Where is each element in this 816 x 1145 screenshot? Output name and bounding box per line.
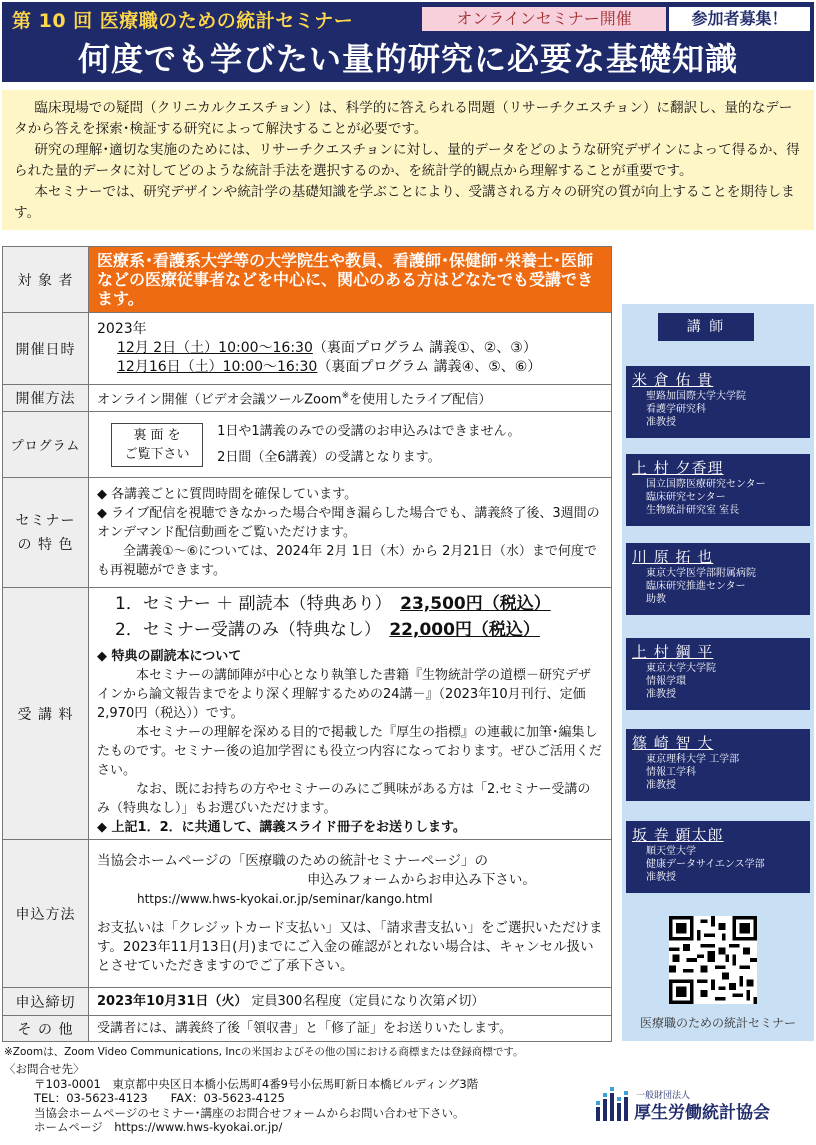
features-cell [89,478,612,588]
payment-text: お支払いは「クレジットカード支払い」又は、「請求書支払い」をご選択いただけます。2023年11月13日(月)までにご入金の確認がとれない場合は、キャンセル扱いとさせていただきますのでご了承下さい。 [97,919,603,974]
fee-option-2-price: 22,000円（税込） [389,619,540,640]
other-text: 受講者には、講義終了後「領収書」と「修了証」をお送りいたします。 [89,1016,612,1042]
lecturer-affiliation: 助教 [646,594,666,605]
lecturer-affiliation: 順天堂大学 [646,846,696,857]
common-note: ◆ 上記1．2．に共通して、講義スライド冊子をお送りします。 [97,819,466,835]
organization-type: 一般財団法人 [636,1091,691,1101]
dates-cell [89,313,612,385]
other-label: そ の 他 [3,1016,89,1042]
online-badge: オンラインセミナー開催 [422,7,666,31]
seminar-number: 第 10 回 医療職のための統計セミナー [12,10,354,32]
year-text: 2023年 [97,321,147,337]
target-label: 対 象 者 [3,247,89,313]
feature-item: ◆ 各講義ごとに質問時間を確保しています。 [97,487,358,503]
lecturer-affiliation: 臨床研究推進センター [646,581,746,592]
lecturer-affiliation: 東京理科大学 工学部 [646,754,740,765]
lecturer-card [626,638,810,710]
lecturer-name: 上 村 鋼 平 [632,643,714,661]
intro-paragraph: 臨床現場での疑問（クリニカルクエスチョン）は、科学的に答えられる問題（リサーチクエスチョン）に翻訳し、量的なデータから答えを探索･検証する研究によって解決することが必要です。 [14,100,793,137]
organization-name: 厚生労働統計協会 [634,1103,770,1123]
bonus-title: ◆ 特典の副読本について [97,648,242,664]
apply-url-link[interactable]: https://www.hws-kyokai.or.jp/seminar/kango.html [137,891,433,906]
lecturer-card [626,821,810,893]
method-label: 開催方法 [3,385,89,412]
contact-tel-fax: TEL：03-5623-4123 FAX：03-5623-4125 [34,1091,285,1105]
lecturer-affiliation: 生物統計研究室 室長 [646,505,740,516]
program-cell [89,412,612,478]
lecturer-affiliation: 准教授 [646,872,676,883]
lecturer-affiliation: 東京大学医学部附属病院 [646,568,756,579]
bonus-paragraph: なお、既にお持ちの方やセミナーのみにご興味がある方は「2.セミナー受講のみ（特典なし）」もお選びいただけます。 [97,781,591,816]
lecturer-card [626,729,810,801]
date-1-note: （裏面プログラム 講義①、②、③） [312,340,537,356]
lecturer-card [626,454,810,526]
lecturer-affiliation: 看護学研究科 [646,404,706,415]
recruit-badge: 参加者募集！ [669,7,810,31]
lecturer-affiliation: 情報工学科 [646,767,696,778]
zoom-trademark-note: ※Zoomは、Zoom Video Communications, Incの米国およびその他の国における商標または登録商標です。 [4,1046,524,1058]
method-text-after: を使用したライブ配信） [349,392,492,408]
deadline-label: 申込締切 [3,988,89,1016]
intro-box [2,90,814,230]
intro-paragraph: 研究の理解･適切な実施のためには、リサーチクエスチョンに対し、量的データをどのような研究デザインによって得るか、得られた量的データに対してどのような統計手法を選択するのか、を統計学的観点から理解することが重要です。 [14,142,800,179]
bonus-paragraph: 本セミナーの講師陣が中心となり執筆した書籍『生物統計学の道標－研究デザインから論文報告までをより深く理解するための24講－』（2023年10月刊行、定価2,970円（税込））です。 [97,667,592,721]
deadline-date: 2023年10月31日（火） [97,994,248,1010]
lecturer-card [626,543,810,615]
lecturer-affiliation: 健康データサイエンス学部 [646,859,765,870]
contact-address: 〒103-0001 東京都中央区日本橋小伝馬町4番9号小伝馬町新日本橋ビルディング3階 [34,1076,479,1091]
lecturer-affiliation: 情報学環 [646,676,686,687]
lecturer-affiliation: 国立国際医療研究センター [646,479,766,490]
fee-option-1-label: 1．セミナー ＋ 副読本（特典あり） [115,593,384,614]
lecturer-header: 講 師 [658,313,754,341]
see-back-box [111,423,203,467]
fee-option-2 [97,617,603,643]
lecturer-card [626,366,810,438]
lecturer-name: 米 倉 佑 貴 [632,371,714,389]
apply-cell [89,840,612,988]
deadline-cell [89,988,612,1016]
fee-label: 受 講 料 [3,588,89,840]
dates-label: 開催日時 [3,313,89,385]
target-text: 医療系･看護系大学等の大学院生や教員、看護師･保健師･栄養士･医師などの医療従事者などを中心に、関心のある方はどなたでも受講できます。 [89,247,612,313]
date-2-note: （裏面プログラム 講義④、⑤、⑥） [317,359,542,375]
deadline-text: 定員300名程度（定員になり次第〆切） [247,994,485,1010]
see-back-line2: ご覧下さい [124,446,190,462]
lecturer-name: 坂 巻 顕太郎 [632,826,724,844]
bonus-paragraph: 本セミナーの理解を深める目的で掲載した『厚生の指標』の連載に加筆･編集したものです。セミナー後の追加学習にも役立つ内容になっております。ぜひご活用ください。 [97,724,602,778]
date-1: 12月 2日（土）10:00～16:30 [117,340,313,356]
program-label: プログラム [3,412,89,478]
contact-title: 〈お問合せ先〉 [4,1062,85,1076]
header-banner [2,2,814,82]
lecturer-affiliation: 准教授 [646,689,676,700]
fee-option-1 [97,591,603,617]
lecturer-affiliation: 准教授 [646,780,676,791]
contact-form-note: 当協会ホームページのセミナー･講座のお問合せフォームからお問い合わせ下さい。 [34,1105,465,1120]
program-line1: 1日や1講義のみでの受講のお申込みはできません。 [217,423,521,439]
see-back-line1: 裏 面 を [133,427,181,443]
trademark-mark: ※ [341,391,350,401]
lecturer-name: 川 原 拓 也 [632,548,714,566]
lecturer-affiliation: 聖路加国際大学大学院 [646,391,746,402]
apply-label: 申込方法 [3,840,89,988]
page-title: 何度でも学びたい量的研究に必要な基礎知識 [77,40,738,78]
apply-line1: 当協会ホームページの「医療職のための統計セミナーページ」の [97,852,488,869]
qr-label: 医療職のための統計セミナー [639,1016,796,1030]
method-text: オンライン開催（ビデオ会議ツールZoom [97,392,342,408]
lecturer-affiliation: 准教授 [646,417,676,428]
lecturer-affiliation: 東京大学大学院 [646,663,716,674]
features-label: セミナー の 特 色 [3,478,89,588]
intro-paragraph: 本セミナーでは、研究デザインや統計学の基礎知識を学ぶことにより、受講される方々の研究の質が向上することを期待します。 [14,184,795,221]
lecturer-affiliation: 臨床研究センター [646,492,726,503]
feature-note: 全講義①～⑥については、2024年 2月 1日（木）から 2月21日（水）まで何度でも再視聴ができます。 [97,544,597,579]
lecturer-name: 上 村 夕香理 [632,459,724,477]
fee-cell [89,588,612,840]
fee-option-2-label: 2．セミナー受講のみ（特典なし） [115,619,373,640]
fee-option-1-price: 23,500円（税込） [400,593,551,614]
qr-code-icon[interactable] [669,916,757,1004]
apply-line2: 申込みフォームからお申込み下さい。 [307,871,536,888]
contact-footer [4,1062,478,1135]
method-cell [89,385,612,412]
feature-item: ◆ ライブ配信を視聴できなかった場合や聞き漏らした場合でも、講義終了後、3週間のオンデマンド配信動画をご覧いただけます。 [97,506,600,541]
homepage-link[interactable]: ホームページ https://www.hws-kyokai.or.jp/ [34,1120,283,1134]
program-line2: 2日間（全6講義）の受講となります。 [217,449,441,465]
lecturer-name: 篠 崎 智 大 [632,734,714,752]
date-2: 12月16日（土）10:00～16:30 [117,359,318,375]
info-table [2,246,612,1042]
